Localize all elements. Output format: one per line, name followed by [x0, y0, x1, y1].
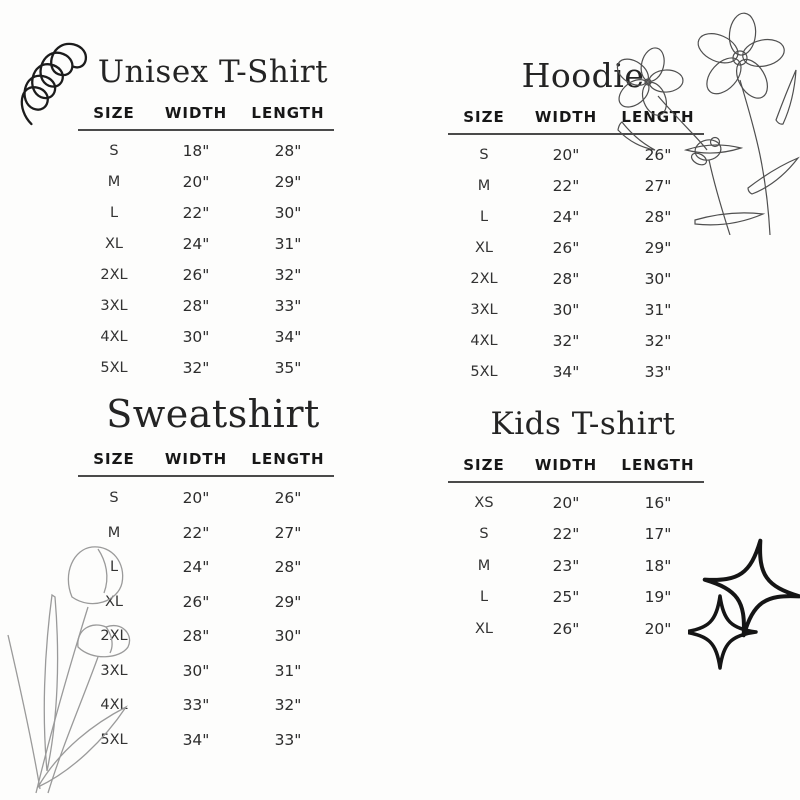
width-cell: 22": [552, 525, 580, 544]
length-cell: 26": [644, 145, 672, 164]
size-cell: 5XL: [100, 359, 128, 376]
length-cell: 31": [274, 661, 302, 680]
length-cell: 19": [644, 588, 672, 607]
size-cell: M: [107, 524, 121, 541]
size-cell: S: [479, 526, 489, 543]
width-cell: 34": [182, 730, 210, 749]
table-row: [78, 516, 334, 551]
width-cell: 22": [182, 203, 210, 222]
size-cell: XL: [104, 593, 123, 610]
table-row: [448, 263, 704, 294]
column-header: LENGTH: [612, 104, 704, 134]
length-cell: 30": [274, 627, 302, 646]
width-cell: 20": [552, 493, 580, 512]
length-cell: 33": [644, 362, 672, 381]
column-header: SIZE: [78, 100, 150, 130]
width-cell: 33": [182, 696, 210, 715]
width-cell: 30": [552, 300, 580, 319]
leaf-icon: [44, 595, 57, 771]
length-cell: 33": [274, 730, 302, 749]
size-cell: 2XL: [100, 628, 128, 645]
size-cell: L: [109, 559, 119, 576]
size-cell: 2XL: [100, 266, 128, 283]
length-cell: 29": [274, 172, 302, 191]
length-cell: 35": [274, 358, 302, 377]
flower-icon: [694, 12, 787, 104]
width-cell: 20": [182, 172, 210, 191]
width-cell: 28": [182, 627, 210, 646]
size-cell: 3XL: [100, 662, 128, 679]
size-cell: XL: [474, 620, 493, 637]
table-row: [448, 356, 704, 387]
table-row: [78, 550, 334, 585]
size-table-panel-kids-tshirt: [448, 402, 704, 645]
size-table-panel-sweatshirt: [78, 388, 334, 757]
width-cell: 26": [182, 265, 210, 284]
table-row: [78, 476, 334, 516]
length-cell: 20": [644, 619, 672, 638]
length-cell: 28": [274, 141, 302, 160]
column-header: WIDTH: [150, 100, 242, 130]
size-cell: 4XL: [100, 697, 128, 714]
length-cell: 27": [274, 523, 302, 542]
table-row: [78, 585, 334, 620]
size-table-kids-tshirt: [448, 452, 704, 645]
size-cell: 5XL: [470, 363, 498, 380]
width-cell: 25": [552, 588, 580, 607]
size-cell: 3XL: [100, 297, 128, 314]
size-cell: S: [479, 146, 489, 163]
width-cell: 20": [552, 145, 580, 164]
table-row: [448, 519, 704, 551]
length-cell: 17": [644, 525, 672, 544]
leaf-icon: [748, 158, 798, 194]
length-cell: 30": [644, 269, 672, 288]
size-table-unisex-tshirt: [78, 100, 334, 383]
size-cell: L: [479, 208, 489, 225]
stem-line: [709, 160, 730, 235]
size-cell: XL: [474, 239, 493, 256]
table-row: [448, 325, 704, 356]
width-cell: 28": [552, 269, 580, 288]
column-header: LENGTH: [242, 446, 334, 476]
table-row: [448, 232, 704, 263]
column-header: LENGTH: [612, 452, 704, 482]
sparkle-icon: [696, 532, 800, 643]
size-cell: 2XL: [470, 270, 498, 287]
column-header: WIDTH: [150, 446, 242, 476]
length-cell: 29": [274, 592, 302, 611]
width-cell: 22": [182, 523, 210, 542]
table-row: [78, 228, 334, 259]
stem-line: [740, 80, 770, 235]
table-row: [448, 550, 704, 582]
width-cell: 23": [552, 556, 580, 575]
size-cell: XL: [104, 235, 123, 252]
width-cell: 28": [182, 296, 210, 315]
length-cell: 33": [274, 296, 302, 315]
length-cell: 28": [644, 207, 672, 226]
table-row: [78, 723, 334, 758]
width-cell: 26": [182, 592, 210, 611]
length-cell: 31": [274, 234, 302, 253]
table-row: [448, 134, 704, 170]
stem-line: [8, 635, 40, 789]
size-cell: 4XL: [100, 328, 128, 345]
column-header: SIZE: [448, 104, 520, 134]
size-cell: S: [109, 490, 119, 507]
size-cell: L: [479, 589, 489, 606]
table-row: [78, 688, 334, 723]
width-cell: 24": [182, 558, 210, 577]
size-cell: XS: [474, 494, 494, 511]
length-cell: 32": [644, 331, 672, 350]
size-cell: 5XL: [100, 731, 128, 748]
length-cell: 16": [644, 493, 672, 512]
sparkles-icon: [688, 532, 800, 697]
width-cell: 18": [182, 141, 210, 160]
table-title-unisex-tshirt: Unisex T-Shirt: [97, 54, 329, 90]
size-cell: S: [109, 142, 119, 159]
table-row: [448, 201, 704, 232]
length-cell: 32": [274, 265, 302, 284]
length-cell: 29": [644, 238, 672, 257]
column-header: WIDTH: [520, 104, 612, 134]
width-cell: 30": [182, 661, 210, 680]
length-cell: 34": [274, 327, 302, 346]
length-cell: 27": [644, 176, 672, 195]
size-table-sweatshirt: [78, 446, 334, 757]
table-row: [78, 166, 334, 197]
table-title-sweatshirt: Sweatshirt: [106, 392, 320, 436]
width-cell: 30": [182, 327, 210, 346]
length-cell: 30": [274, 203, 302, 222]
table-row: [448, 613, 704, 645]
length-cell: 31": [644, 300, 672, 319]
size-table-panel-unisex-tshirt: [78, 50, 334, 383]
size-cell: 3XL: [470, 301, 498, 318]
table-row: [78, 290, 334, 321]
size-cell: M: [477, 177, 491, 194]
table-row: [78, 130, 334, 166]
table-title-hoodie: Hoodie: [521, 56, 645, 95]
column-header: SIZE: [78, 446, 150, 476]
header-row: [448, 452, 704, 482]
length-cell: 32": [274, 696, 302, 715]
table-row: [78, 321, 334, 352]
width-cell: 32": [182, 358, 210, 377]
width-cell: 22": [552, 176, 580, 195]
table-row: [448, 294, 704, 325]
table-row: [448, 170, 704, 201]
size-table-hoodie: [448, 104, 704, 387]
width-cell: 20": [182, 489, 210, 508]
leaf-icon: [695, 213, 763, 225]
header-row: [78, 446, 334, 476]
size-cell: M: [477, 557, 491, 574]
table-row: [448, 582, 704, 614]
length-cell: 28": [274, 558, 302, 577]
table-row: [78, 259, 334, 290]
table-row: [78, 619, 334, 654]
table-row: [448, 482, 704, 519]
leaf-icon: [776, 70, 796, 124]
width-cell: 34": [552, 362, 580, 381]
column-header: WIDTH: [520, 452, 612, 482]
header-row: [78, 100, 334, 130]
width-cell: 24": [552, 207, 580, 226]
table-title-kids-tshirt: Kids T-shirt: [490, 406, 676, 442]
width-cell: 32": [552, 331, 580, 350]
table-row: [78, 197, 334, 228]
size-table-panel-hoodie: [448, 54, 704, 387]
width-cell: 24": [182, 234, 210, 253]
table-row: [78, 654, 334, 689]
length-cell: 26": [274, 489, 302, 508]
width-cell: 26": [552, 619, 580, 638]
table-row: [78, 352, 334, 383]
column-header: SIZE: [448, 452, 520, 482]
size-cell: 4XL: [470, 332, 498, 349]
size-cell: L: [109, 204, 119, 221]
column-header: LENGTH: [242, 100, 334, 130]
width-cell: 26": [552, 238, 580, 257]
size-cell: M: [107, 173, 121, 190]
length-cell: 18": [644, 556, 672, 575]
header-row: [448, 104, 704, 134]
